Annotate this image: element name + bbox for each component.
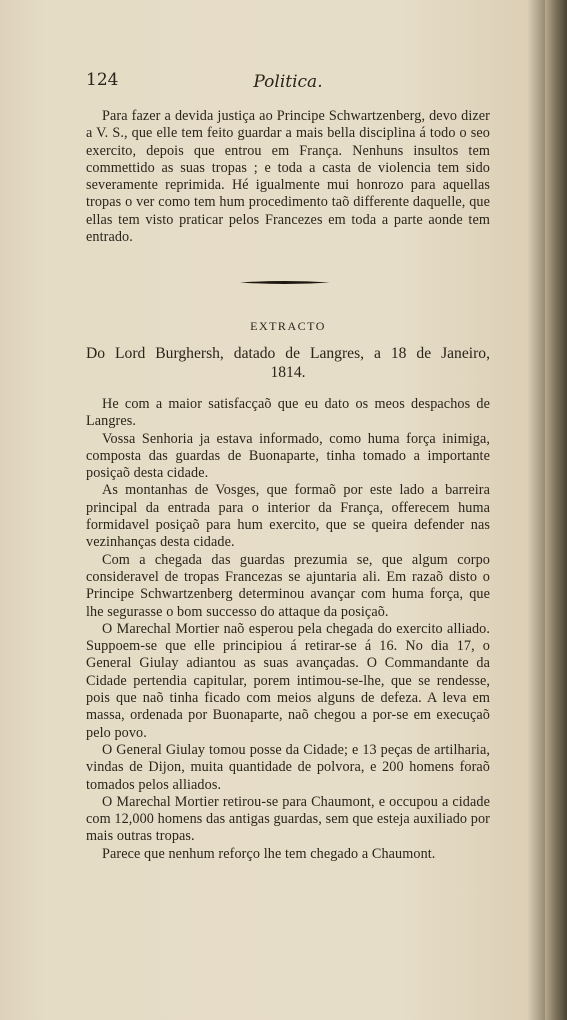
body-paragraph: Com a chegada das guardas prezumia se, que algum corpo consideravel de tropas Francezas se ajuntaria ali. Em razaõ disto o Principe Schwartzenberg determinou avançar com huma força, que lhe segurasse o bom successo do attaque da posiçaõ. xyxy=(86,551,490,620)
page-edge-shadow xyxy=(545,0,567,1020)
body-paragraph: O General Giulay tomou posse da Cidade; e 13 peças de artilharia, vindas de Dijon, muita quantidade de polvora, e 200 homens foraõ tomados pelos alliados. xyxy=(86,741,490,793)
body-paragraph: He com a maior satisfacçaõ que eu dato os meos despachos de Langres. xyxy=(86,396,490,430)
page-number: 124 xyxy=(86,70,119,90)
body-paragraph: As montanhas de Vosges, que formaõ por este lado a barreira principal da entrada para o interior da França, offerecem huma formidavel posiçaõ para hum exercito, que se queira defender nas vezinhanças desta cidade. xyxy=(86,482,490,551)
body-paragraph: Vossa Senhoria ja estava informado, como huma força inimiga, composta das guardas de Buonaparte, tinha tomado a importante posiçaõ desta cidade. xyxy=(86,430,490,482)
body-paragraph: Parece que nenhum reforço lhe tem chegado a Chaumont. xyxy=(102,845,436,862)
intro-text-block xyxy=(86,108,490,246)
section-title: Politica. xyxy=(253,72,323,92)
body-paragraph: O Marechal Mortier retirou-se para Chaumont, e occupou a cidade com 12,000 homens das antigas guardas, sem que esteja auxiliado por mais outras tropas. xyxy=(86,793,490,845)
extract-heading-line2: 1814. xyxy=(270,364,306,381)
extract-heading-line1: Do Lord Burghersh, datado de Langres, a 18 de Janeiro, xyxy=(86,345,490,362)
running-head xyxy=(86,70,490,94)
intro-paragraph: Para fazer a devida justiça ao Principe Schwartzenberg, devo dizer a V. S., que elle tem feito guardar a mais bella disciplina á todo o seo exercito, depois que entrou em França. Nenhuns insultos tem commettido as suas tropas ; e toda a casta de violencia tem sido severamente reprimida. Hé igualmente mui honrozo para aquellas tropas o ver como tem hum procedimento taõ differente daquelle, que ellas tem visto praticar pelos Francezes em toda a parte aonde tem entrado. xyxy=(86,108,490,246)
extract-heading xyxy=(86,344,490,382)
extract-body xyxy=(86,396,490,863)
extract-label: EXTRACTO xyxy=(250,319,326,333)
body-paragraph: O Marechal Mortier naõ esperou pela chegada do exercito alliado. Suppoem-se que elle principiou á retirar-se á 16. No dia 17, o General Giulay adiantou as suas avançadas. O Commandante da Cidade pertendia capitular, porem intimou-se-lhe, que se rendesse, pois que naõ tinha ficado com meios alguns de defeza. A leva em massa, ordenada por Buonaparte, naõ chegou a por-se em execuçaõ pelo povo. xyxy=(86,620,490,741)
ornamental-rule xyxy=(240,280,330,285)
